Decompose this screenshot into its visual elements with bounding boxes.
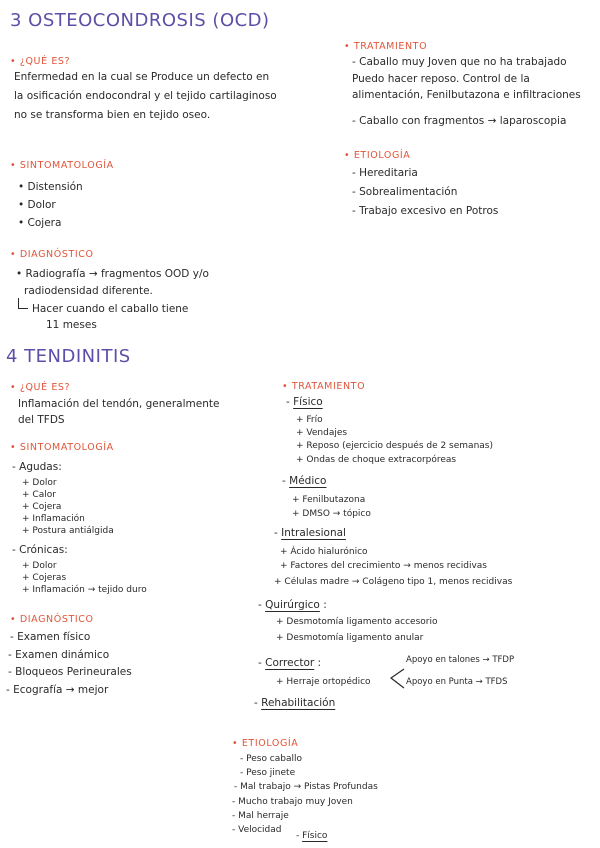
tend-tratamiento-heading: • TRATAMIENTO (282, 381, 365, 392)
ocd-treatment-2-text: Caballo con fragmentos → laparoscopia (359, 115, 567, 127)
tend-agudas-label: - Agudas: (12, 461, 62, 473)
tend-etio-4-text: Mucho trabajo muy Joven (238, 797, 353, 807)
ocd-symptom-2: • Dolor (18, 199, 56, 211)
section-title-tendinitis: 4 TENDINITIS (6, 346, 131, 367)
ocd-symptom-3-text: Cojera (27, 217, 62, 229)
tend-aguda-5: + Postura antiálgida (22, 526, 114, 536)
tend-rehab-label: - Rehabilitación (254, 697, 336, 709)
tend-aguda-3: + Cojera (22, 502, 62, 512)
tend-cronica-3-text: Inflamación → tejido duro (32, 585, 147, 595)
ocd-diagnostico-heading: • DIAGNÓSTICO (10, 249, 94, 260)
tend-diag-2-text: Examen dinámico (15, 649, 110, 661)
tend-diag-4: - Ecografía → mejor (6, 684, 109, 696)
tend-cronicas-label-text: Crónicas: (19, 544, 68, 556)
tend-etio-6: - Velocidad (232, 825, 282, 835)
ocd-diag-line-1-text: Radiografía → fragmentos OOD y/o (25, 268, 209, 280)
tend-cronica-2-text: Cojeras (32, 573, 67, 583)
tend-etio-5: - Mal herraje (232, 811, 289, 821)
tend-medico-1: + Fenilbutazona (292, 495, 366, 505)
tend-aguda-4-text: Inflamación (32, 514, 85, 524)
tend-que-es-heading: • ¿QUÉ ES? (10, 382, 70, 393)
tend-sintomatologia-heading: • SINTOMATOLOGÍA (10, 442, 114, 453)
tend-corrector-label-text: Corrector (265, 657, 315, 669)
tend-medico-2-text: DMSO → tópico (302, 509, 371, 519)
tend-fisico-2-text: Vendajes (306, 428, 348, 438)
tend-diag-2: - Examen dinámico (8, 649, 110, 661)
tend-intralesional-label-text: Intralesional (281, 527, 346, 539)
tend-etio-6-text: Velocidad (238, 825, 282, 835)
tend-intra-1-text: Ácido hialurónico (290, 547, 368, 557)
tend-corrector-label: - Corrector : (258, 657, 322, 669)
ocd-treatment-1-text: Caballo muy Joven que no ha trabajado Puedo hacer reposo. Control de la alimentación, Fenilbutazona e infiltraciones (352, 56, 581, 101)
tend-herraje-text: Herraje ortopédico (286, 677, 371, 687)
ocd-symptom-2-text: Dolor (27, 199, 56, 211)
tend-rehab-label-text: Rehabilitación (261, 697, 336, 709)
tend-medico-label-text: Médico (289, 475, 327, 487)
tend-etio-1: - Peso caballo (240, 754, 303, 764)
tend-etio-2-text: Peso jinete (246, 768, 296, 778)
ocd-etiology-3: - Trabajo excesivo en Potros (352, 205, 499, 217)
tend-quir-2: + Desmotomía ligamento anular (276, 633, 424, 643)
tend-medico-1-text: Fenilbutazona (302, 495, 366, 505)
tend-quirurgico-label: - Quirúrgico : (258, 599, 327, 611)
ocd-tratamiento-heading: • TRATAMIENTO (344, 41, 427, 52)
tend-aguda-2: + Calor (22, 490, 56, 500)
ocd-que-es-heading: • ¿QUÉ ES? (10, 56, 70, 67)
ocd-etiology-1: - Hereditaria (352, 167, 418, 179)
tend-quir-1: + Desmotomía ligamento accesorio (276, 617, 438, 627)
tend-medico-2: + DMSO → tópico (292, 509, 371, 519)
tend-diag-1: - Examen físico (10, 631, 91, 643)
tend-etio-2: - Peso jinete (240, 768, 296, 778)
tend-cronica-1: + Dolor (22, 561, 57, 571)
tend-diag-3-text: Bloqueos Perineurales (15, 666, 132, 678)
tend-diag-3: - Bloqueos Perineurales (8, 666, 132, 678)
tend-aguda-1: + Dolor (22, 478, 57, 488)
tend-etio-fisico: - Físico (296, 831, 328, 841)
tend-etio-3-text: Mal trabajo → Pistas Profundas (240, 782, 378, 792)
ocd-etiologia-heading: • ETIOLOGÍA (344, 150, 410, 161)
tend-diagnostico-heading: • DIAGNÓSTICO (10, 614, 94, 625)
tend-etio-1-text: Peso caballo (246, 754, 303, 764)
ocd-symptom-1-text: Distensión (27, 181, 83, 193)
tend-quirurgico-label-text: Quirúrgico (265, 599, 320, 611)
tend-fisico-label: - Físico (286, 396, 323, 408)
ocd-etiology-3-text: Trabajo excesivo en Potros (359, 205, 499, 217)
tend-fisico-3-text: Reposo (ejercicio después de 2 semanas) (306, 441, 493, 451)
tend-etio-fisico-text: Físico (302, 831, 328, 841)
tend-herraje: + Herraje ortopédico (276, 677, 371, 687)
ocd-etiology-2-text: Sobrealimentación (359, 186, 458, 198)
ocd-symptom-1: • Distensión (18, 181, 83, 193)
tend-fisico-2: + Vendajes (296, 428, 348, 438)
tend-fisico-3: + Reposo (ejercicio después de 2 semanas) (296, 441, 493, 451)
tend-etio-5-text: Mal herraje (238, 811, 289, 821)
ocd-treatment-1: - Caballo muy Joven que no ha trabajado Puedo hacer reposo. Control de la alimentación, Fenilbutazona e infiltraciones (352, 56, 581, 101)
tend-aguda-3-text: Cojera (32, 502, 62, 512)
tend-diag-1-text: Examen físico (17, 631, 91, 643)
tend-etio-4: - Mucho trabajo muy Joven (232, 797, 353, 807)
tend-diag-4-text: Ecografía → mejor (13, 684, 109, 696)
tend-cronica-3: + Inflamación → tejido duro (22, 585, 147, 595)
tend-medico-label: - Médico (282, 475, 327, 487)
tend-intra-1: + Ácido hialurónico (280, 547, 368, 557)
tend-quir-1-text: Desmotomía ligamento accesorio (286, 617, 438, 627)
tend-apoyo-2: Apoyo en Punta → TFDS (406, 677, 508, 687)
ocd-treatment-2: - Caballo con fragmentos → laparoscopia (352, 115, 567, 127)
tend-etio-3: - Mal trabajo → Pistas Profundas (234, 782, 378, 792)
ocd-diag-line-1: • Radiografía → fragmentos OOD y/o (16, 268, 209, 280)
tend-aguda-2-text: Calor (32, 490, 56, 500)
section-title-ocd: 3 OSTEOCONDROSIS (OCD) (10, 10, 270, 31)
tend-aguda-4: + Inflamación (22, 514, 85, 524)
tend-intra-3-text: Células madre → Colágeno tipo 1, menos recidivas (284, 577, 513, 587)
ocd-diag-note-2: 11 meses (46, 319, 97, 331)
tend-fisico-1: + Frío (296, 415, 323, 425)
tend-etiologia-heading: • ETIOLOGÍA (232, 738, 298, 749)
tend-fisico-4-text: Ondas de choque extracorpóreas (306, 455, 457, 465)
tend-intra-3: + Células madre → Colágeno tipo 1, menos recidivas (274, 577, 513, 587)
tend-cronica-1-text: Dolor (32, 561, 57, 571)
ocd-etiology-1-text: Hereditaria (359, 167, 418, 179)
tend-fisico-1-text: Frío (306, 415, 323, 425)
tend-aguda-5-text: Postura antiálgida (32, 526, 114, 536)
tend-intralesional-label: - Intralesional (274, 527, 346, 539)
tend-agudas-label-text: Agudas: (19, 461, 62, 473)
ocd-diag-line-2: radiodensidad diferente. (24, 285, 153, 297)
ocd-definition: Enfermedad en la cual se Produce un defecto en la osificación endocondral y el tejido cartilaginoso no se transforma bien en tejido oseo. (14, 71, 277, 121)
ocd-sintomatologia-heading: • SINTOMATOLOGÍA (10, 160, 114, 171)
ocd-symptom-3: • Cojera (18, 217, 62, 229)
tend-definition: Inflamación del tendón, generalmente del TFDS (18, 398, 220, 426)
tend-apoyo-1: Apoyo en talones → TFDP (406, 655, 515, 665)
tend-intra-2-text: Factores del crecimiento → menos recidivas (290, 561, 487, 571)
ocd-diag-note-1: Hacer cuando el caballo tiene (32, 303, 189, 315)
tend-intra-2: + Factores del crecimiento → menos recidivas (280, 561, 487, 571)
tend-fisico-label-text: Físico (293, 396, 323, 408)
tend-aguda-1-text: Dolor (32, 478, 57, 488)
tend-cronicas-label: - Crónicas: (12, 544, 68, 556)
tend-quir-2-text: Desmotomía ligamento anular (286, 633, 424, 643)
tend-cronica-2: + Cojeras (22, 573, 67, 583)
ocd-etiology-2: - Sobrealimentación (352, 186, 458, 198)
tend-fisico-4: + Ondas de choque extracorpóreas (296, 455, 457, 465)
